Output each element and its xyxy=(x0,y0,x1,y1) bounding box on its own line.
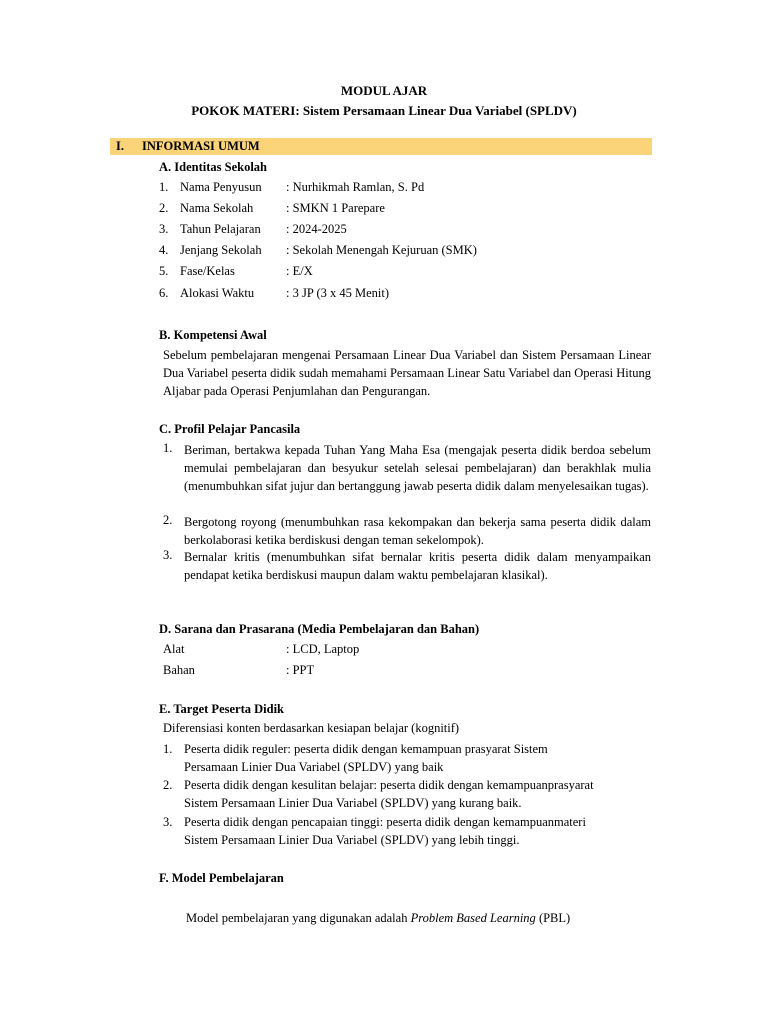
target-intro: Diferensiasi konten berdasarkan kesiapan belajar (kognitif) xyxy=(163,721,460,735)
target-num: 1. xyxy=(163,742,173,756)
model-text-before: Model pembelajaran yang digunakan adalah xyxy=(186,911,411,925)
target-num: 3. xyxy=(163,815,173,829)
identitas-label: Jenjang Sekolah xyxy=(180,243,262,257)
identitas-label: Alokasi Waktu xyxy=(180,286,255,300)
identitas-value: : 3 JP (3 x 45 Menit) xyxy=(286,286,390,300)
identitas-num: 2. xyxy=(159,201,169,215)
profil-item: Bernalar kritis (menumbuhkan sifat bernalar kritis peserta didik dalam menyampaikan pendapat ketika berdiskusi maupun dalam waktu pembelajaran klasikal). xyxy=(184,550,651,582)
sarana-heading: D. Sarana dan Prasarana (Media Pembelajaran dan Bahan) xyxy=(159,622,480,636)
identitas-value: : 2024-2025 xyxy=(286,222,347,236)
identitas-label: Nama Penyusun xyxy=(180,180,262,194)
model-heading: F. Model Pembelajaran xyxy=(159,871,284,885)
profil-num: 2. xyxy=(163,513,173,527)
section-title: INFORMASI UMUM xyxy=(142,139,260,153)
target-item-line: Sistem Persamaan Linier Dua Variabel (SPLDV) yang lebih tinggi. xyxy=(184,833,520,847)
model-paragraph xyxy=(186,911,570,926)
document-title: MODUL AJAR xyxy=(340,83,428,98)
identitas-label: Fase/Kelas xyxy=(180,264,235,278)
sarana-value: : PPT xyxy=(286,663,315,677)
kompetensi-heading: B. Kompetensi Awal xyxy=(159,328,267,342)
profil-item: Beriman, bertakwa kepada Tuhan Yang Maha Esa (mengajak peserta didik berdoa sebelum memulai pembelajaran dan besyukur setelah selesai pembelajaran) dan berakhlak mulia (menumbuhkan sifat jujur dan bertanggung jawab peserta didik dalam menyelesaikan tugas). xyxy=(184,443,651,493)
identitas-value: : SMKN 1 Parepare xyxy=(286,201,385,215)
target-num: 2. xyxy=(163,778,173,792)
target-item-line: Peserta didik dengan pencapaian tinggi: peserta didik dengan kemampuanmateri xyxy=(184,815,586,829)
model-text-after: (PBL) xyxy=(535,911,571,925)
target-item-line: Peserta didik dengan kesulitan belajar: peserta didik dengan kemampuanprasyarat xyxy=(184,778,594,792)
sarana-value: : LCD, Laptop xyxy=(286,642,360,656)
profil-num: 3. xyxy=(163,548,173,562)
identitas-heading: A. Identitas Sekolah xyxy=(159,160,268,174)
sarana-label: Bahan xyxy=(163,663,195,677)
target-item-line: Sistem Persamaan Linier Dua Variabel (SPLDV) yang kurang baik. xyxy=(184,796,522,810)
identitas-label: Nama Sekolah xyxy=(180,201,254,215)
identitas-num: 6. xyxy=(159,286,169,300)
sarana-label: Alat xyxy=(163,642,185,656)
profil-item: Bergotong royong (menumbuhkan rasa kekompakan dan bekerja sama peserta didik dalam berkolaborasi ketika berdiskusi dengan teman sekelompok). xyxy=(184,515,651,547)
identitas-num: 5. xyxy=(159,264,169,278)
kompetensi-paragraph: Sebelum pembelajaran mengenai Persamaan Linear Dua Variabel dan Sistem Persamaan Linear Dua Variabel peserta didik sudah memahami Persamaan Linear Satu Variabel dan Operasi Hitung Aljabar pada Operasi Penjumlahan dan Pengurangan. xyxy=(163,348,651,398)
identitas-value: : Nurhikmah Ramlan, S. Pd xyxy=(286,180,425,194)
target-item-line: Peserta didik reguler: peserta didik dengan kemampuan prasyarat Sistem xyxy=(184,742,548,756)
target-item-line: Persamaan Linier Dua Variabel (SPLDV) yang baik xyxy=(184,760,444,774)
identitas-num: 3. xyxy=(159,222,169,236)
section-number: I. xyxy=(116,139,124,153)
identitas-value: : E/X xyxy=(286,264,313,278)
identitas-num: 1. xyxy=(159,180,169,194)
model-text-italic: Problem Based Learning xyxy=(410,911,536,925)
identitas-value: : Sekolah Menengah Kejuruan (SMK) xyxy=(286,243,477,257)
document-subtitle: POKOK MATERI: Sistem Persamaan Linear Dua Variabel (SPLDV) xyxy=(191,103,577,118)
identitas-label: Tahun Pelajaran xyxy=(180,222,261,236)
identitas-num: 4. xyxy=(159,243,169,257)
profil-num: 1. xyxy=(163,441,173,455)
target-heading: E. Target Peserta Didik xyxy=(159,702,284,716)
profil-heading: C. Profil Pelajar Pancasila xyxy=(159,422,301,436)
